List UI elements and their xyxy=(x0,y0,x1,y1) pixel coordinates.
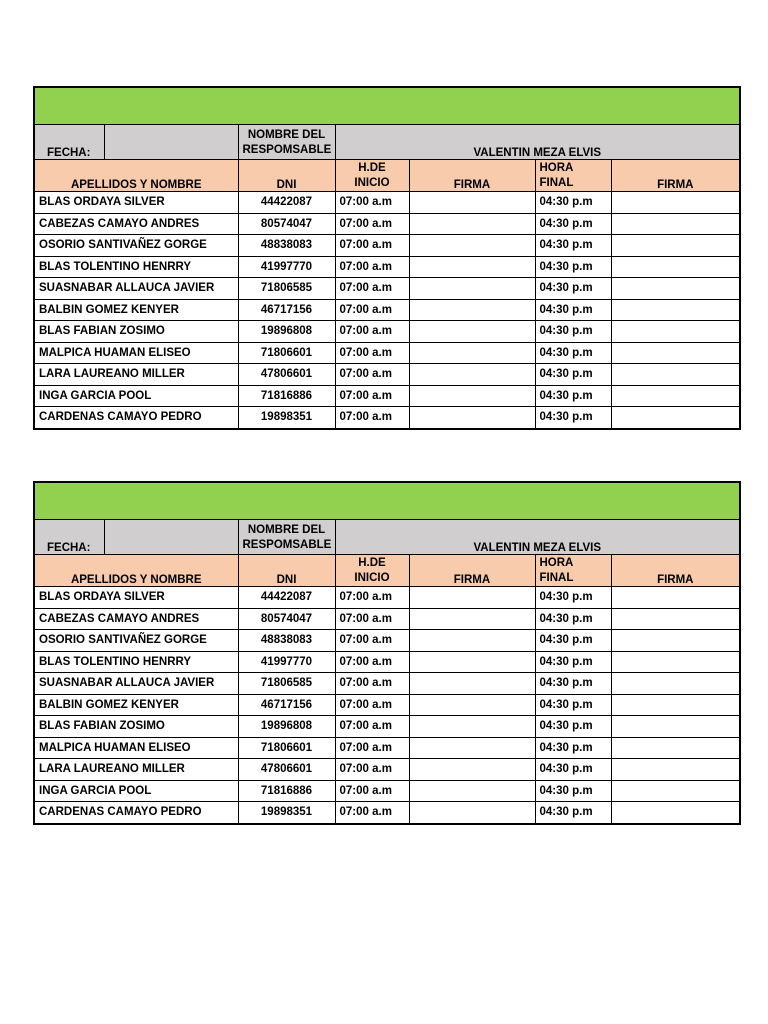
hora-inicio: 07:00 a.m xyxy=(335,213,409,235)
firma-salida[interactable] xyxy=(611,385,740,407)
hora-inicio: 07:00 a.m xyxy=(335,651,409,673)
firma-salida[interactable] xyxy=(611,716,740,738)
table-row xyxy=(34,256,740,278)
employee-name: LARA LAUREANO MILLER xyxy=(34,364,238,386)
firma-entrada[interactable] xyxy=(409,364,535,386)
firma-salida[interactable] xyxy=(611,321,740,343)
hora-inicio: 07:00 a.m xyxy=(335,780,409,802)
firma-entrada[interactable] xyxy=(409,192,535,214)
firma-entrada[interactable] xyxy=(409,407,535,429)
col-hora-inicio xyxy=(335,555,409,587)
firma-salida[interactable] xyxy=(611,673,740,695)
col-firma-1: FIRMA xyxy=(409,160,535,192)
employee-dni: 19898351 xyxy=(238,407,335,429)
firma-entrada[interactable] xyxy=(409,299,535,321)
hora-final: 04:30 p.m xyxy=(535,213,611,235)
hora-final: 04:30 p.m xyxy=(535,587,611,609)
employee-name: CABEZAS CAMAYO ANDRES xyxy=(34,608,238,630)
firma-salida[interactable] xyxy=(611,587,740,609)
fecha-label: FECHA: xyxy=(34,520,104,555)
employee-name: BLAS FABIAN ZOSIMO xyxy=(34,716,238,738)
table-row xyxy=(34,737,740,759)
hora-inicio: 07:00 a.m xyxy=(335,256,409,278)
employee-dni: 41997770 xyxy=(238,651,335,673)
employee-name: LARA LAUREANO MILLER xyxy=(34,759,238,781)
col-hora-inicio-line2: INICIO xyxy=(354,571,390,584)
attendance-table-1 xyxy=(33,86,741,430)
firma-entrada[interactable] xyxy=(409,780,535,802)
hora-final: 04:30 p.m xyxy=(535,385,611,407)
firma-entrada[interactable] xyxy=(409,342,535,364)
employee-name: MALPICA HUAMAN ELISEO xyxy=(34,737,238,759)
firma-salida[interactable] xyxy=(611,737,740,759)
employee-name: SUASNABAR ALLAUCA JAVIER xyxy=(34,278,238,300)
hora-final: 04:30 p.m xyxy=(535,256,611,278)
employee-dni: 19896808 xyxy=(238,321,335,343)
hora-inicio: 07:00 a.m xyxy=(335,587,409,609)
hora-inicio: 07:00 a.m xyxy=(335,407,409,429)
hora-inicio: 07:00 a.m xyxy=(335,278,409,300)
hora-final: 04:30 p.m xyxy=(535,608,611,630)
responsable-label-line1: NOMBRE DEL xyxy=(247,523,326,536)
firma-salida[interactable] xyxy=(611,342,740,364)
employee-dni: 71806585 xyxy=(238,673,335,695)
firma-entrada[interactable] xyxy=(409,802,535,824)
hora-inicio: 07:00 a.m xyxy=(335,321,409,343)
table-row xyxy=(34,694,740,716)
table-row xyxy=(34,364,740,386)
firma-salida[interactable] xyxy=(611,213,740,235)
employee-name: OSORIO SANTIVAÑEZ GORGE xyxy=(34,630,238,652)
employee-dni: 71806601 xyxy=(238,737,335,759)
col-apellidos: APELLIDOS Y NOMBRE xyxy=(34,160,238,192)
hora-inicio: 07:00 a.m xyxy=(335,235,409,257)
employee-name: CARDENAS CAMAYO PEDRO xyxy=(34,802,238,824)
col-hora-final xyxy=(535,160,611,192)
employee-dni: 71806601 xyxy=(238,342,335,364)
employee-dni: 46717156 xyxy=(238,299,335,321)
hora-final: 04:30 p.m xyxy=(535,364,611,386)
employee-name: BLAS ORDAYA SILVER xyxy=(34,192,238,214)
table-row xyxy=(34,385,740,407)
firma-entrada[interactable] xyxy=(409,651,535,673)
table-row xyxy=(34,759,740,781)
firma-salida[interactable] xyxy=(611,802,740,824)
col-firma-2: FIRMA xyxy=(611,555,740,587)
firma-entrada[interactable] xyxy=(409,694,535,716)
hora-inicio: 07:00 a.m xyxy=(335,342,409,364)
hora-final: 04:30 p.m xyxy=(535,278,611,300)
hora-final: 04:30 p.m xyxy=(535,802,611,824)
employee-name: INGA GARCIA POOL xyxy=(34,780,238,802)
firma-salida[interactable] xyxy=(611,759,740,781)
col-firma-1: FIRMA xyxy=(409,555,535,587)
responsable-label xyxy=(238,125,335,160)
firma-entrada[interactable] xyxy=(409,737,535,759)
col-hora-final xyxy=(535,555,611,587)
hora-inicio: 07:00 a.m xyxy=(335,673,409,695)
responsable-row xyxy=(34,520,740,555)
responsable-value: VALENTIN MEZA ELVIS xyxy=(335,125,740,160)
firma-salida[interactable] xyxy=(611,608,740,630)
column-header-row xyxy=(34,555,740,587)
firma-entrada[interactable] xyxy=(409,630,535,652)
table-row xyxy=(34,192,740,214)
table-row xyxy=(34,321,740,343)
col-hora-inicio-line1: H.DE xyxy=(358,161,386,174)
employee-dni: 48838083 xyxy=(238,630,335,652)
firma-salida[interactable] xyxy=(611,192,740,214)
employee-name: MALPICA HUAMAN ELISEO xyxy=(34,342,238,364)
responsable-label xyxy=(238,520,335,555)
firma-salida[interactable] xyxy=(611,235,740,257)
hora-final: 04:30 p.m xyxy=(535,694,611,716)
hora-final: 04:30 p.m xyxy=(535,737,611,759)
responsable-label-line2: RESPOMSABLE xyxy=(242,538,332,551)
firma-salida[interactable] xyxy=(611,256,740,278)
employee-dni: 41997770 xyxy=(238,256,335,278)
hora-inicio: 07:00 a.m xyxy=(335,385,409,407)
table-row xyxy=(34,608,740,630)
hora-inicio: 07:00 a.m xyxy=(335,759,409,781)
table-row xyxy=(34,342,740,364)
hora-final: 04:30 p.m xyxy=(535,321,611,343)
firma-salida[interactable] xyxy=(611,651,740,673)
table-row xyxy=(34,716,740,738)
employee-dni: 44422087 xyxy=(238,587,335,609)
firma-entrada[interactable] xyxy=(409,235,535,257)
hora-final: 04:30 p.m xyxy=(535,673,611,695)
table-row xyxy=(34,235,740,257)
firma-salida[interactable] xyxy=(611,299,740,321)
firma-salida[interactable] xyxy=(611,364,740,386)
firma-salida[interactable] xyxy=(611,278,740,300)
col-hora-final-line1: HORA xyxy=(539,161,574,174)
hora-final: 04:30 p.m xyxy=(535,192,611,214)
employee-name: BLAS TOLENTINO HENRRY xyxy=(34,651,238,673)
hora-inicio: 07:00 a.m xyxy=(335,299,409,321)
hora-final: 04:30 p.m xyxy=(535,235,611,257)
col-dni: DNI xyxy=(238,555,335,587)
firma-salida[interactable] xyxy=(611,630,740,652)
employee-name: BLAS ORDAYA SILVER xyxy=(34,587,238,609)
employee-name: CARDENAS CAMAYO PEDRO xyxy=(34,407,238,429)
employee-dni: 71806585 xyxy=(238,278,335,300)
table-row xyxy=(34,213,740,235)
employee-dni: 47806601 xyxy=(238,759,335,781)
fecha-value[interactable] xyxy=(104,125,238,160)
fecha-value[interactable] xyxy=(104,520,238,555)
table-row xyxy=(34,780,740,802)
col-hora-inicio-line2: INICIO xyxy=(354,176,390,189)
table-row xyxy=(34,299,740,321)
firma-entrada[interactable] xyxy=(409,278,535,300)
hora-inicio: 07:00 a.m xyxy=(335,192,409,214)
firma-entrada[interactable] xyxy=(409,608,535,630)
firma-salida[interactable] xyxy=(611,407,740,429)
hora-final: 04:30 p.m xyxy=(535,299,611,321)
fecha-label: FECHA: xyxy=(34,125,104,160)
employee-dni: 80574047 xyxy=(238,213,335,235)
hora-final: 04:30 p.m xyxy=(535,630,611,652)
hora-inicio: 07:00 a.m xyxy=(335,608,409,630)
column-header-row xyxy=(34,160,740,192)
firma-entrada[interactable] xyxy=(409,673,535,695)
employee-name: INGA GARCIA POOL xyxy=(34,385,238,407)
col-dni: DNI xyxy=(238,160,335,192)
employee-dni: 19898351 xyxy=(238,802,335,824)
hora-inicio: 07:00 a.m xyxy=(335,802,409,824)
hora-inicio: 07:00 a.m xyxy=(335,630,409,652)
hora-final: 04:30 p.m xyxy=(535,651,611,673)
hora-inicio: 07:00 a.m xyxy=(335,716,409,738)
firma-entrada[interactable] xyxy=(409,716,535,738)
hora-final: 04:30 p.m xyxy=(535,759,611,781)
table-row xyxy=(34,630,740,652)
green-banner xyxy=(34,482,740,520)
firma-entrada[interactable] xyxy=(409,321,535,343)
hora-final: 04:30 p.m xyxy=(535,342,611,364)
employee-dni: 44422087 xyxy=(238,192,335,214)
employee-name: BALBIN GOMEZ KENYER xyxy=(34,299,238,321)
attendance-sheet-2 xyxy=(33,481,739,825)
col-firma-2: FIRMA xyxy=(611,160,740,192)
employee-dni: 47806601 xyxy=(238,364,335,386)
col-hora-final-line2: FINAL xyxy=(539,176,574,189)
table-row xyxy=(34,673,740,695)
employee-name: BLAS FABIAN ZOSIMO xyxy=(34,321,238,343)
hora-inicio: 07:00 a.m xyxy=(335,364,409,386)
firma-salida[interactable] xyxy=(611,780,740,802)
table-2-body xyxy=(34,587,740,824)
firma-entrada[interactable] xyxy=(409,385,535,407)
employee-dni: 71816886 xyxy=(238,385,335,407)
table-1-body xyxy=(34,192,740,429)
table-row xyxy=(34,278,740,300)
hora-inicio: 07:00 a.m xyxy=(335,694,409,716)
firma-entrada[interactable] xyxy=(409,759,535,781)
employee-name: BALBIN GOMEZ KENYER xyxy=(34,694,238,716)
employee-name: OSORIO SANTIVAÑEZ GORGE xyxy=(34,235,238,257)
col-hora-inicio-line1: H.DE xyxy=(358,556,386,569)
hora-final: 04:30 p.m xyxy=(535,407,611,429)
attendance-table-2 xyxy=(33,481,741,825)
hora-inicio: 07:00 a.m xyxy=(335,737,409,759)
employee-dni: 80574047 xyxy=(238,608,335,630)
col-hora-final-line2: FINAL xyxy=(539,571,574,584)
employee-dni: 46717156 xyxy=(238,694,335,716)
employee-dni: 71816886 xyxy=(238,780,335,802)
firma-entrada[interactable] xyxy=(409,256,535,278)
firma-salida[interactable] xyxy=(611,694,740,716)
col-hora-inicio xyxy=(335,160,409,192)
employee-name: CABEZAS CAMAYO ANDRES xyxy=(34,213,238,235)
attendance-sheet-1 xyxy=(33,86,739,430)
hora-final: 04:30 p.m xyxy=(535,716,611,738)
table-row xyxy=(34,407,740,429)
table-row xyxy=(34,587,740,609)
responsable-label-line1: NOMBRE DEL xyxy=(247,128,326,141)
employee-dni: 19896808 xyxy=(238,716,335,738)
col-hora-final-line1: HORA xyxy=(539,556,574,569)
responsable-row xyxy=(34,125,740,160)
firma-entrada[interactable] xyxy=(409,587,535,609)
green-banner xyxy=(34,87,740,125)
responsable-value: VALENTIN MEZA ELVIS xyxy=(335,520,740,555)
col-apellidos: APELLIDOS Y NOMBRE xyxy=(34,555,238,587)
employee-name: BLAS TOLENTINO HENRRY xyxy=(34,256,238,278)
hora-final: 04:30 p.m xyxy=(535,780,611,802)
table-row xyxy=(34,651,740,673)
firma-entrada[interactable] xyxy=(409,213,535,235)
responsable-label-line2: RESPOMSABLE xyxy=(242,143,332,156)
employee-name: SUASNABAR ALLAUCA JAVIER xyxy=(34,673,238,695)
table-row xyxy=(34,802,740,824)
employee-dni: 48838083 xyxy=(238,235,335,257)
